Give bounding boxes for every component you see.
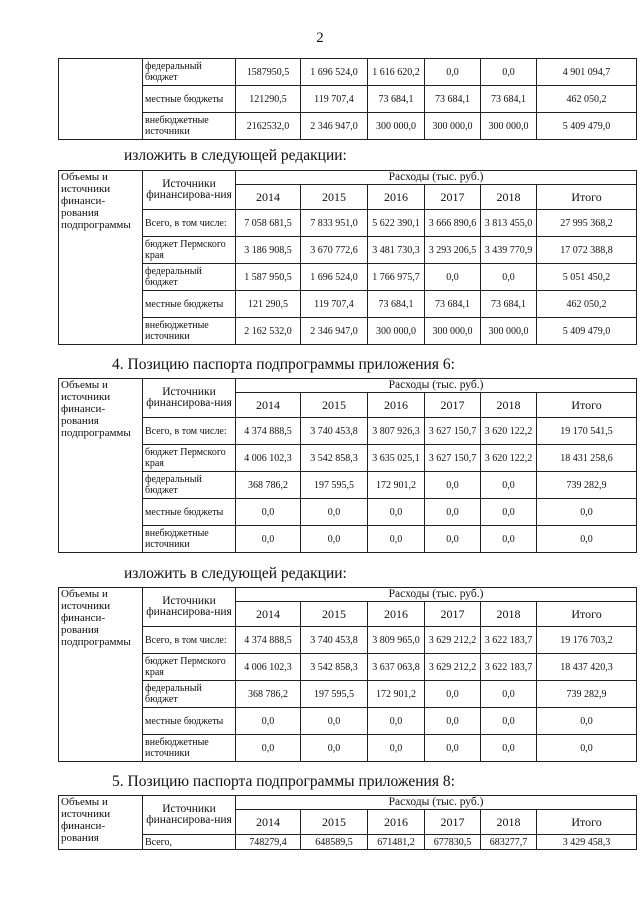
source-cell: бюджет Пермского края: [143, 445, 236, 472]
value-cell: 0,0: [425, 735, 481, 762]
source-cell: бюджет Пермского края: [143, 237, 236, 264]
financing-label: Объемы и источники финанси-рования подпрограммы: [59, 379, 143, 553]
total-header: Итого: [537, 185, 637, 210]
total-cell: 0,0: [537, 526, 637, 553]
value-cell: 0,0: [481, 681, 537, 708]
value-cell: 677830,5: [425, 835, 481, 850]
source-cell: федеральный бюджет: [143, 264, 236, 291]
value-cell: 3 439 770,9: [481, 237, 537, 264]
value-cell: 0,0: [481, 735, 537, 762]
total-cell: 27 995 368,2: [537, 210, 637, 237]
source-cell: внебюджетные источники: [143, 318, 236, 345]
subprogram-financing-table: [58, 378, 637, 553]
year-header: 2014: [236, 185, 301, 210]
source-cell: местные бюджеты: [143, 86, 236, 113]
source-cell: бюджет Пермского края: [143, 654, 236, 681]
paragraph-item-5: 5. Позицию паспорта подпрограммы приложения 8:: [112, 773, 455, 790]
total-cell: 18 437 420,3: [537, 654, 637, 681]
subprogram-financing-table: [58, 170, 637, 345]
source-cell: федеральный бюджет: [143, 681, 236, 708]
year-header: 2015: [301, 393, 368, 418]
value-cell: 0,0: [425, 681, 481, 708]
source-cell: внебюджетные источники: [143, 735, 236, 762]
total-header: Итого: [537, 810, 637, 835]
label-cell: [59, 59, 143, 140]
source-cell: местные бюджеты: [143, 499, 236, 526]
paragraph-new-edition: изложить в следующей редакции:: [124, 147, 347, 164]
value-cell: 0,0: [481, 59, 537, 86]
expenses-header: Расходы (тыс. руб.): [236, 379, 637, 393]
value-cell: 73 684,1: [481, 86, 537, 113]
value-cell: 671481,2: [368, 835, 425, 850]
value-cell: 4 006 102,3: [236, 654, 301, 681]
paragraph-new-edition: изложить в следующей редакции:: [124, 565, 347, 582]
value-cell: 0,0: [481, 499, 537, 526]
total-header: Итого: [537, 602, 637, 627]
year-header: 2016: [368, 602, 425, 627]
value-cell: 648589,5: [301, 835, 368, 850]
value-cell: 0,0: [368, 499, 425, 526]
value-cell: 197 595,5: [301, 681, 368, 708]
source-cell: местные бюджеты: [143, 291, 236, 318]
source-cell: внебюджетные источники: [143, 526, 236, 553]
value-cell: 0,0: [425, 708, 481, 735]
year-header: 2017: [425, 393, 481, 418]
value-cell: 1587950,5: [236, 59, 301, 86]
value-cell: 1 696 524,0: [301, 59, 368, 86]
total-cell: 4 901 094,7: [537, 59, 637, 86]
value-cell: 3 740 453,8: [301, 627, 368, 654]
sources-header: Источники финансирова-ния: [143, 588, 236, 627]
total-cell: 0,0: [537, 708, 637, 735]
year-header: 2015: [301, 185, 368, 210]
value-cell: 1 696 524,0: [301, 264, 368, 291]
value-cell: 1 766 975,7: [368, 264, 425, 291]
value-cell: 3 670 772,6: [301, 237, 368, 264]
subprogram-financing-table: [58, 795, 637, 850]
source-cell: федеральный бюджет: [143, 59, 236, 86]
value-cell: 3 809 965,0: [368, 627, 425, 654]
value-cell: 3 627 150,7: [425, 418, 481, 445]
source-cell: федеральный бюджет: [143, 472, 236, 499]
paragraph-item-4: 4. Позицию паспорта подпрограммы приложения 6:: [112, 356, 455, 373]
total-cell: 18 431 258,6: [537, 445, 637, 472]
value-cell: 73 684,1: [425, 291, 481, 318]
value-cell: 197 595,5: [301, 472, 368, 499]
value-cell: 3 620 122,2: [481, 418, 537, 445]
sources-header: Источники финансирова-ния: [143, 796, 236, 835]
value-cell: 3 637 063,8: [368, 654, 425, 681]
value-cell: 4 374 888,5: [236, 418, 301, 445]
value-cell: 0,0: [301, 526, 368, 553]
value-cell: 3 293 206,5: [425, 237, 481, 264]
value-cell: 1 587 950,5: [236, 264, 301, 291]
value-cell: 1 616 620,2: [368, 59, 425, 86]
total-cell: 739 282,9: [537, 681, 637, 708]
value-cell: 5 622 390,1: [368, 210, 425, 237]
source-cell: Всего, в том числе:: [143, 627, 236, 654]
value-cell: 0,0: [425, 472, 481, 499]
value-cell: 121 290,5: [236, 291, 301, 318]
sources-header: Источники финансирова-ния: [143, 379, 236, 418]
value-cell: 0,0: [236, 708, 301, 735]
total-cell: 739 282,9: [537, 472, 637, 499]
total-header: Итого: [537, 393, 637, 418]
value-cell: 300 000,0: [425, 113, 481, 140]
top-financing-table: [58, 58, 637, 140]
value-cell: 0,0: [368, 708, 425, 735]
total-cell: 5 051 450,2: [537, 264, 637, 291]
value-cell: 3 813 455,0: [481, 210, 537, 237]
year-header: 2014: [236, 602, 301, 627]
year-header: 2016: [368, 185, 425, 210]
value-cell: 748279,4: [236, 835, 301, 850]
value-cell: 3 629 212,2: [425, 627, 481, 654]
expenses-header: Расходы (тыс. руб.): [236, 796, 637, 810]
value-cell: 300 000,0: [425, 318, 481, 345]
value-cell: 0,0: [301, 499, 368, 526]
year-header: 2018: [481, 602, 537, 627]
value-cell: 3 622 183,7: [481, 627, 537, 654]
value-cell: 0,0: [236, 735, 301, 762]
value-cell: 3 186 908,5: [236, 237, 301, 264]
value-cell: 7 833 951,0: [301, 210, 368, 237]
value-cell: 0,0: [481, 264, 537, 291]
source-cell: Всего,: [143, 835, 236, 850]
value-cell: 0,0: [481, 526, 537, 553]
value-cell: 300 000,0: [481, 113, 537, 140]
value-cell: 172 901,2: [368, 681, 425, 708]
value-cell: 119 707,4: [301, 86, 368, 113]
value-cell: 683277,7: [481, 835, 537, 850]
value-cell: 73 684,1: [368, 86, 425, 113]
source-cell: местные бюджеты: [143, 708, 236, 735]
year-header: 2014: [236, 393, 301, 418]
value-cell: 0,0: [481, 472, 537, 499]
value-cell: 300 000,0: [368, 113, 425, 140]
total-cell: 462 050,2: [537, 291, 637, 318]
year-header: 2017: [425, 810, 481, 835]
value-cell: 121290,5: [236, 86, 301, 113]
value-cell: 0,0: [368, 526, 425, 553]
expenses-header: Расходы (тыс. руб.): [236, 588, 637, 602]
value-cell: 2 346 947,0: [301, 113, 368, 140]
year-header: 2015: [301, 810, 368, 835]
financing-label: Объемы и источники финанси-рования подпрограммы: [59, 588, 143, 762]
value-cell: 2162532,0: [236, 113, 301, 140]
value-cell: 3 542 858,3: [301, 445, 368, 472]
value-cell: 0,0: [425, 59, 481, 86]
value-cell: 300 000,0: [368, 318, 425, 345]
year-header: 2017: [425, 185, 481, 210]
value-cell: 3 635 025,1: [368, 445, 425, 472]
value-cell: 368 786,2: [236, 472, 301, 499]
value-cell: 73 684,1: [425, 86, 481, 113]
value-cell: 73 684,1: [368, 291, 425, 318]
subprogram-financing-table: [58, 587, 637, 762]
value-cell: 0,0: [425, 526, 481, 553]
year-header: 2018: [481, 393, 537, 418]
total-cell: 19 176 703,2: [537, 627, 637, 654]
source-cell: Всего, в том числе:: [143, 210, 236, 237]
total-cell: 5 409 479,0: [537, 318, 637, 345]
total-cell: 462 050,2: [537, 86, 637, 113]
value-cell: 3 627 150,7: [425, 445, 481, 472]
value-cell: 368 786,2: [236, 681, 301, 708]
total-cell: 5 409 479,0: [537, 113, 637, 140]
year-header: 2017: [425, 602, 481, 627]
value-cell: 7 058 681,5: [236, 210, 301, 237]
total-cell: 0,0: [537, 499, 637, 526]
value-cell: 119 707,4: [301, 291, 368, 318]
value-cell: 0,0: [236, 526, 301, 553]
value-cell: 0,0: [236, 499, 301, 526]
value-cell: 0,0: [368, 735, 425, 762]
sources-header: Источники финансирова-ния: [143, 171, 236, 210]
value-cell: 172 901,2: [368, 472, 425, 499]
value-cell: 0,0: [301, 735, 368, 762]
source-cell: Всего, в том числе:: [143, 418, 236, 445]
value-cell: 4 006 102,3: [236, 445, 301, 472]
value-cell: 3 629 212,2: [425, 654, 481, 681]
financing-label: Объемы и источники финанси-рования: [59, 796, 143, 850]
value-cell: 2 162 532,0: [236, 318, 301, 345]
value-cell: 0,0: [425, 264, 481, 291]
value-cell: 300 000,0: [481, 318, 537, 345]
financing-label: Объемы и источники финанси-рования подпрограммы: [59, 171, 143, 345]
total-cell: 3 429 458,3: [537, 835, 637, 850]
value-cell: 3 481 730,3: [368, 237, 425, 264]
source-cell: внебюджетные источники: [143, 113, 236, 140]
total-cell: 19 170 541,5: [537, 418, 637, 445]
value-cell: 2 346 947,0: [301, 318, 368, 345]
value-cell: 3 666 890,6: [425, 210, 481, 237]
expenses-header: Расходы (тыс. руб.): [236, 171, 637, 185]
year-header: 2018: [481, 810, 537, 835]
total-cell: 0,0: [537, 735, 637, 762]
value-cell: 3 807 926,3: [368, 418, 425, 445]
page-number: 2: [316, 30, 324, 46]
value-cell: 3 622 183,7: [481, 654, 537, 681]
year-header: 2015: [301, 602, 368, 627]
year-header: 2016: [368, 810, 425, 835]
year-header: 2016: [368, 393, 425, 418]
value-cell: 3 740 453,8: [301, 418, 368, 445]
value-cell: 0,0: [301, 708, 368, 735]
value-cell: 3 542 858,3: [301, 654, 368, 681]
year-header: 2014: [236, 810, 301, 835]
year-header: 2018: [481, 185, 537, 210]
value-cell: 4 374 888,5: [236, 627, 301, 654]
value-cell: 3 620 122,2: [481, 445, 537, 472]
value-cell: 0,0: [481, 708, 537, 735]
value-cell: 0,0: [425, 499, 481, 526]
total-cell: 17 072 388,8: [537, 237, 637, 264]
value-cell: 73 684,1: [481, 291, 537, 318]
